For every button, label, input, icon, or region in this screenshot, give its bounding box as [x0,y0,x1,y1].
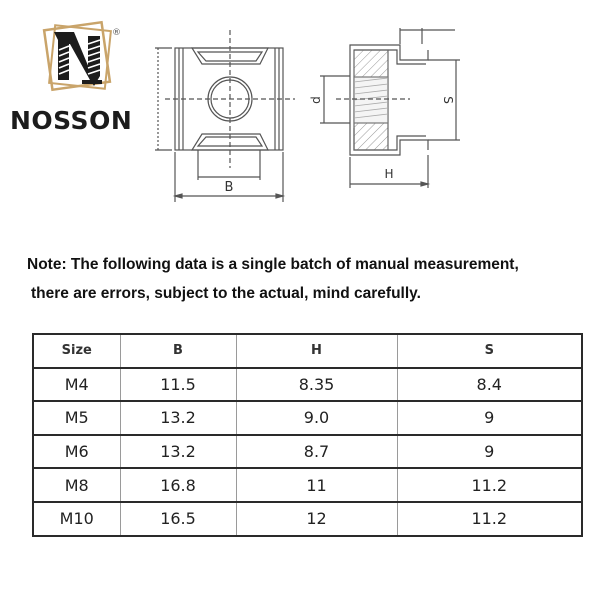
header-size: Size [61,343,92,359]
cell-h: 9.0 [236,401,397,435]
dimension-label-h: H [384,167,394,181]
note-line-1: Note: The following data is a single batch of manual measurement, [27,256,519,273]
table-row [33,401,582,435]
cell-s: 11.2 [397,468,582,502]
cell-b: 16.8 [120,468,236,502]
dimension-label-b: B [224,180,234,195]
table-header-row [33,334,582,368]
cell-b: 11.5 [120,368,236,402]
cell-h: 8.35 [236,368,397,402]
cell-size: M5 [33,401,120,435]
cell-h: 11 [236,468,397,502]
cell-h: 8.7 [236,435,397,469]
registered-mark: ® [112,28,121,38]
n-screw-logo-icon [4,14,160,104]
table-row [33,502,582,536]
cell-size: M6 [33,435,120,469]
table-row [33,468,582,502]
header-s: S [397,334,582,368]
cell-size: M8 [33,468,120,502]
dimension-label-s: S [441,96,455,104]
cell-s: 9 [397,401,582,435]
front-view-drawing [150,20,310,210]
brand-name: NOSSON [10,106,133,135]
cell-h: 12 [236,502,397,536]
cell-size: M10 [33,502,120,536]
header-h: H [236,334,397,368]
dimension-label-d: d [309,96,323,104]
table-row [33,435,582,469]
side-view-drawing [300,20,480,200]
note-line-2: there are errors, subject to the actual, mind carefully. [31,285,421,302]
cell-s: 11.2 [397,502,582,536]
cell-b: 16.5 [120,502,236,536]
cell-s: 9 [397,435,582,469]
dimension-table [32,333,583,537]
cell-b: 13.2 [120,401,236,435]
cell-size: M4 [33,368,120,402]
cell-b: 13.2 [120,435,236,469]
table-row [33,368,582,402]
measurement-note [27,250,597,308]
header-b: B [120,334,236,368]
cell-s: 8.4 [397,368,582,402]
brand-logo [4,14,160,135]
